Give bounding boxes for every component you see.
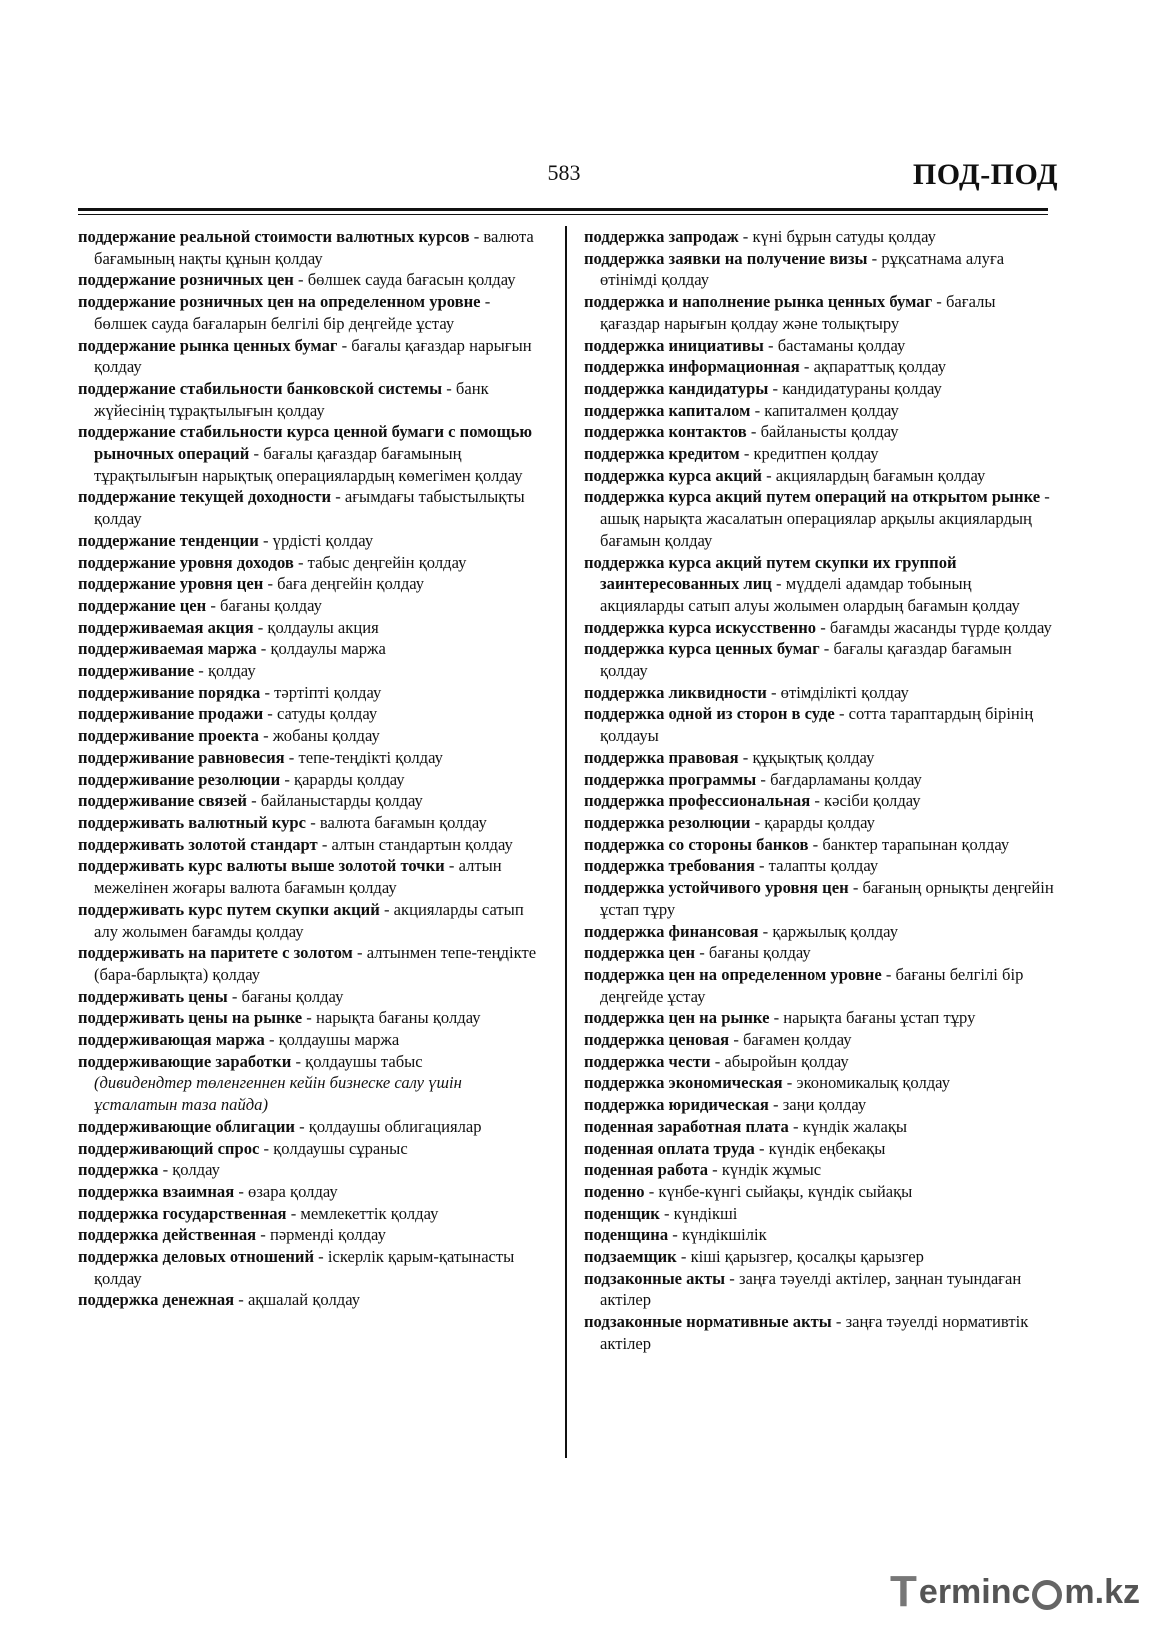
watermark-t: T	[890, 1567, 917, 1616]
dictionary-entry	[584, 834, 1054, 856]
entry-term: подзаконные акты	[584, 1268, 726, 1288]
dictionary-entry	[584, 1181, 1054, 1203]
dictionary-entry	[584, 1007, 1054, 1029]
dictionary-entry	[78, 660, 546, 682]
entry-term: поддержание реальной стоимости валютных курсов	[78, 227, 470, 246]
dictionary-entry	[584, 465, 1054, 487]
entry-definition: - тәртіпті қолдау	[264, 682, 382, 702]
entry-term: поддержание тенденции	[78, 530, 259, 550]
entry-term: поддержка ликвидности	[584, 682, 767, 702]
entry-note: (дивидендтер төленгеннен кейін бизнеске салу үшін ұсталатын таза пайда)	[94, 1073, 462, 1115]
entry-term: поддержка курса ценных бумаг	[584, 639, 820, 659]
entry-definition: - талапты қолдау	[758, 856, 879, 876]
entry-term: поддержание уровня цен	[78, 574, 264, 594]
entry-term: поддерживающая маржа	[78, 1030, 265, 1050]
entry-definition: - алтынмен тепе-теңдікте (бара-барлықта) қолдау	[94, 943, 537, 984]
entry-definition: - капиталмен қолдау	[754, 400, 899, 420]
entry-term: поддержка взаимная	[78, 1181, 235, 1201]
entry-definition: - өзара қолдау	[238, 1181, 338, 1201]
entry-definition: - қолдау	[198, 661, 256, 681]
dictionary-entry	[78, 1224, 546, 1246]
dictionary-entry	[584, 1072, 1054, 1094]
right-column	[584, 226, 1054, 1355]
entry-term: поддержание розничных цен на определенном уровне	[78, 292, 481, 312]
entry-term: поддержка юридическая	[584, 1095, 769, 1115]
entry-term: поддержка государственная	[78, 1203, 287, 1223]
entry-term: поддержание стабильности курса ценной бумаги с помощью рыночных операций	[78, 422, 533, 464]
entry-definition: - кредитпен қолдау	[743, 444, 879, 464]
dictionary-entry	[78, 378, 546, 421]
entry-definition: - қолдаушы табыс	[295, 1051, 423, 1071]
entry-definition: - байланыстарды қолдау	[251, 791, 423, 811]
dictionary-entry	[78, 226, 546, 269]
entry-term: поденщина	[584, 1225, 669, 1245]
entry-definition: - іскерлік қарым-қатынасты қолдау	[94, 1247, 515, 1288]
dictionary-entry	[78, 1116, 546, 1138]
dictionary-entry	[584, 942, 1054, 964]
entry-definition: - күндік жалақы	[793, 1116, 908, 1136]
entry-term: поддержка деловых отношений	[78, 1247, 315, 1267]
entry-definition: - бағамен қолдау	[733, 1030, 852, 1050]
entry-term: поддержание рынка ценных бумаг	[78, 335, 338, 355]
entry-definition: - бағалы қағаздар бағамының тұрақтылығын нарықтық операциялардың көмегімен қолдау	[94, 444, 523, 485]
dictionary-entry	[584, 1203, 1054, 1225]
entry-term: поддержка курса акций	[584, 465, 762, 485]
dictionary-entry	[584, 1311, 1054, 1354]
dictionary-entry	[584, 552, 1054, 617]
dictionary-entry	[78, 1203, 546, 1225]
entry-definition: - қолдаулы маржа	[260, 639, 386, 659]
entry-term: поддержка кандидатуры	[584, 378, 769, 398]
entry-definition: - экономикалық қолдау	[786, 1073, 950, 1093]
entry-definition: - ақшалай қолдау	[238, 1290, 361, 1310]
entry-definition: - сотта тараптардың бірінің қолдауы	[600, 704, 1034, 746]
entry-term: поддерживание резолюции	[78, 769, 281, 789]
entry-term: поддерживание продажи	[78, 704, 264, 724]
entry-term: поддержка курса акций путем скупки их группой заинтересованных лиц	[584, 552, 957, 594]
entry-term: поденщик	[584, 1203, 660, 1223]
entry-definition: - ашық нарықта жасалатын операциялар арқылы акциялардың бағамын қолдау	[600, 487, 1050, 550]
entry-definition: - өтімділікті қолдау	[771, 682, 909, 702]
entry-definition: - бағаны қолдау	[231, 986, 344, 1006]
dictionary-entry	[78, 899, 546, 942]
entry-term: поддержка контактов	[584, 422, 747, 442]
entry-definition: - бағаны қолдау	[699, 943, 811, 963]
entry-definition: - баға деңгейін қолдау	[267, 574, 425, 594]
entry-definition: - күндік еңбекақы	[758, 1138, 886, 1158]
dictionary-entry	[78, 1051, 546, 1116]
dictionary-entry	[584, 682, 1054, 704]
entry-term: поддержка чести	[584, 1051, 711, 1071]
entry-definition: - валюта бағамының нақты құнын қолдау	[94, 227, 534, 268]
entry-term: поддержка требования	[584, 856, 755, 876]
entry-definition: - банк жүйесінің тұрақтылығын қолдау	[94, 378, 489, 420]
dictionary-entry	[584, 378, 1054, 400]
entry-definition: - мүдделі адамдар тобының акцияларды сатып алуы жолымен олардың бағамын қолдау	[600, 574, 1020, 615]
entry-term: поддержка со стороны банков	[584, 834, 809, 854]
entry-term: поденная работа	[584, 1160, 709, 1180]
entry-term: поддерживание	[78, 661, 195, 681]
entry-definition: - ағымдағы табыстылықты қолдау	[94, 487, 525, 529]
entry-term: поддержание текущей доходности	[78, 487, 332, 507]
page-header-title: ПОД-ПОД	[912, 158, 1058, 191]
entry-term: поддержка запродаж	[584, 227, 739, 246]
entry-definition: - нарықта бағаны қолдау	[306, 1008, 481, 1028]
dictionary-entry	[584, 812, 1054, 834]
dictionary-entry	[584, 335, 1054, 357]
dictionary-entry	[584, 617, 1054, 639]
terminkom-watermark-logo	[890, 1567, 1140, 1617]
header-rule-thick	[78, 208, 1048, 211]
entry-definition: - пәрменді қолдау	[260, 1225, 386, 1245]
column-divider	[565, 226, 567, 1458]
dictionary-entry	[78, 573, 546, 595]
entry-term: поддержка правовая	[584, 747, 739, 767]
entry-term: поддерживать курс валюты выше золотой точки	[78, 856, 445, 876]
entry-term: поденно	[584, 1181, 645, 1201]
entry-term: поддержание стабильности банковской системы	[78, 378, 443, 398]
page-number: 583	[547, 160, 581, 185]
entry-definition: - бастаманы қолдау	[768, 335, 906, 355]
dictionary-entry	[78, 595, 546, 617]
entry-term: поддержка одной из сторон в суде	[584, 704, 835, 724]
entry-term: поддержка и наполнение рынка ценных бумаг	[584, 292, 933, 312]
entry-term: поддержка резолюции	[584, 812, 751, 832]
entry-definition: - банктер тарапынан қолдау	[812, 834, 1010, 854]
entry-definition: - күндік жұмыс	[712, 1160, 822, 1180]
dictionary-entry	[78, 335, 546, 378]
entry-term: поддерживаемая акция	[78, 617, 254, 637]
dictionary-entry	[584, 638, 1054, 681]
entry-definition: - мемлекеттік қолдау	[290, 1203, 439, 1223]
entry-term: поддержание розничных цен	[78, 270, 294, 290]
dictionary-entry	[78, 769, 546, 791]
entry-term: поддержание уровня доходов	[78, 552, 294, 572]
dictionary-entry	[584, 1246, 1054, 1268]
watermark-text-1: erminc	[918, 1572, 1031, 1611]
entry-definition: - заңға тәуелді нормативтік актілер	[600, 1312, 1029, 1353]
dictionary-entry	[584, 400, 1054, 422]
entry-definition: - жобаны қолдау	[263, 726, 380, 746]
entry-definition: - қолдаушы маржа	[268, 1030, 400, 1050]
dictionary-entry	[78, 291, 546, 334]
entry-definition: - қолдау	[162, 1160, 220, 1180]
dictionary-entry	[78, 1289, 546, 1311]
entry-definition: - үрдісті қолдау	[262, 530, 374, 550]
entry-term: поддержка заявки на получение визы	[584, 248, 868, 268]
dictionary-entry	[78, 855, 546, 898]
dictionary-entry	[584, 1094, 1054, 1116]
entry-term: поддерживающие заработки	[78, 1051, 292, 1071]
dictionary-entry	[584, 790, 1054, 812]
dictionary-entry	[584, 443, 1054, 465]
entry-term: подзаконные нормативные акты	[584, 1312, 832, 1332]
dictionary-entry	[584, 769, 1054, 791]
entry-term: поддержка	[78, 1160, 159, 1180]
entry-definition: - бағамды жасанды түрде қолдау	[820, 617, 1052, 637]
dictionary-entry	[78, 269, 546, 291]
dictionary-entry	[584, 1116, 1054, 1138]
dictionary-entry	[78, 1029, 546, 1051]
entry-term: поддерживающий спрос	[78, 1138, 260, 1158]
entry-definition: - алтын стандартын қолдау	[321, 834, 513, 854]
dictionary-entry	[78, 638, 546, 660]
entry-definition: - кіші қарызгер, қосалқы қарызгер	[680, 1247, 924, 1267]
entry-definition: - байланысты қолдау	[750, 422, 899, 442]
dictionary-entry	[78, 1246, 546, 1289]
dictionary-entry	[78, 421, 546, 486]
dictionary-entry	[584, 248, 1054, 291]
dictionary-entry	[78, 790, 546, 812]
entry-definition: - тепе-теңдікті қолдау	[288, 747, 443, 767]
left-column	[78, 226, 546, 1311]
entry-term: поддержка устойчивого уровня цен	[584, 878, 849, 898]
dictionary-entry	[78, 552, 546, 574]
entry-term: поддержка финансовая	[584, 921, 759, 941]
entry-definition: - күндікші	[664, 1203, 738, 1223]
dictionary-entry	[584, 964, 1054, 1007]
entry-term: поддерживание связей	[78, 791, 247, 811]
entry-term: поддерживаемая маржа	[78, 639, 257, 659]
entry-definition: - қолдаулы акция	[257, 617, 379, 637]
dictionary-entry	[78, 1181, 546, 1203]
entry-term: подзаемщик	[584, 1247, 677, 1267]
entry-definition: - бағаны белгілі бір деңгейде ұстау	[600, 964, 1024, 1006]
dictionary-entry	[584, 1268, 1054, 1311]
entry-term: поддержание цен	[78, 595, 207, 615]
dictionary-entry	[78, 486, 546, 529]
entry-term: поддерживающие облигации	[78, 1116, 295, 1136]
dictionary-entry	[584, 291, 1054, 334]
entry-definition: - валюта бағамын қолдау	[310, 812, 487, 832]
entry-definition: - рұқсатнама алуға өтінімді қолдау	[600, 248, 1005, 290]
header-rule-thin	[78, 214, 1048, 215]
dictionary-entry	[78, 986, 546, 1008]
entry-term: поддержка инициативы	[584, 335, 764, 355]
entry-term: поденная заработная плата	[584, 1116, 789, 1136]
dictionary-entry	[584, 921, 1054, 943]
entry-term: поддерживать валютный курс	[78, 812, 307, 832]
dictionary-entry	[78, 747, 546, 769]
dictionary-entry	[584, 486, 1054, 551]
entry-definition: - кандидатураны қолдау	[772, 378, 942, 398]
entry-definition: - сатуды қолдау	[267, 704, 378, 724]
entry-definition: - күні бұрын сатуды қолдау	[742, 227, 936, 246]
dictionary-entry	[78, 1138, 546, 1160]
entry-definition: - бағдарламаны қолдау	[760, 769, 922, 789]
dictionary-entry	[584, 1224, 1054, 1246]
entry-definition: - ақпараттық қолдау	[803, 357, 947, 377]
entry-term: поддержка информационная	[584, 357, 800, 377]
dictionary-entry	[584, 877, 1054, 920]
dictionary-entry	[78, 942, 546, 985]
entry-term: поддерживать на паритете с золотом	[78, 943, 353, 963]
entry-term: поддержка профессиональная	[584, 791, 811, 811]
entry-definition: - акцияларды сатып алу жолымен бағамды қолдау	[94, 899, 524, 941]
entry-term: поддерживание проекта	[78, 726, 259, 746]
entry-definition: - заңға тәуелді актілер, заңнан туындаған актілер	[600, 1268, 1022, 1310]
entry-definition: - қолдаушы сұраныс	[263, 1138, 408, 1158]
watermark-text-2: m.kz	[1064, 1572, 1140, 1611]
dictionary-entry	[584, 855, 1054, 877]
dictionary-entry	[584, 1029, 1054, 1051]
dictionary-entry	[584, 703, 1054, 746]
entry-term: поддерживание равновесия	[78, 747, 285, 767]
entry-term: поддерживать золотой стандарт	[78, 834, 318, 854]
entry-term: поддержка цен на рынке	[584, 1008, 770, 1028]
entry-definition: - заңи қолдау	[773, 1095, 867, 1115]
dictionary-entry	[584, 1051, 1054, 1073]
entry-definition: - бағаның орнықты деңгейін ұстап тұру	[600, 878, 1054, 919]
entry-definition: - қарарды қолдау	[284, 769, 405, 789]
entry-term: поддержка цен	[584, 943, 696, 963]
entry-definition: - бөлшек сауда бағаларын белгілі бір деңгейде ұстау	[94, 292, 491, 333]
dictionary-entry	[584, 1138, 1054, 1160]
dictionary-entry	[584, 747, 1054, 769]
entry-term: поддержка цен на определенном уровне	[584, 964, 882, 984]
entry-definition: - құқықтық қолдау	[742, 747, 875, 767]
entry-definition: - бағалы қағаздар нарығын қолдау және толықтыру	[600, 292, 996, 333]
entry-definition: - күндікшілік	[672, 1225, 767, 1245]
entry-definition: - қолдаушы облигациялар	[299, 1116, 482, 1136]
dictionary-entry	[78, 530, 546, 552]
entry-definition: - бағалы қағаздар бағамын қолдау	[600, 639, 1012, 681]
entry-term: поденная оплата труда	[584, 1138, 755, 1158]
dictionary-entry	[78, 703, 546, 725]
entry-term: поддержка программы	[584, 769, 757, 789]
entry-definition: - бағаны қолдау	[210, 595, 322, 615]
entry-term: поддерживание порядка	[78, 682, 261, 702]
entry-definition: - акциялардың бағамын қолдау	[766, 465, 986, 485]
circle-o-icon	[1032, 1580, 1062, 1610]
entry-term: поддержка действенная	[78, 1225, 257, 1245]
dictionary-entry	[78, 812, 546, 834]
entry-definition: - бағалы қағаздар нарығын қолдау	[94, 335, 532, 377]
dictionary-entry	[78, 1007, 546, 1029]
dictionary-entry	[78, 1159, 546, 1181]
entry-definition: - табыс деңгейін қолдау	[297, 552, 467, 572]
entry-definition: - күнбе-күнгі сыйақы, күндік сыйақы	[648, 1181, 913, 1201]
dictionary-entry	[78, 617, 546, 639]
entry-term: поддержка курса акций путем операций на открытом рынке	[584, 487, 1041, 507]
entry-definition: - қаржылық қолдау	[762, 921, 898, 941]
dictionary-entry	[78, 725, 546, 747]
dictionary-entry	[584, 421, 1054, 443]
entry-definition: - нарықта бағаны ұстап тұру	[773, 1008, 976, 1028]
entry-term: поддержка экономическая	[584, 1073, 783, 1093]
entry-term: поддержка ценовая	[584, 1030, 730, 1050]
dictionary-entry	[584, 356, 1054, 378]
entry-definition: - алтын межелінен жоғары валюта бағамын қолдау	[94, 856, 502, 898]
entry-term: поддержка курса искусственно	[584, 617, 817, 637]
dictionary-entry	[78, 682, 546, 704]
entry-term: поддержка кредитом	[584, 444, 740, 464]
entry-definition: - бөлшек сауда бағасын қолдау	[298, 270, 516, 290]
dictionary-entry	[78, 834, 546, 856]
entry-definition: - қарарды қолдау	[754, 812, 875, 832]
entry-term: поддерживать цены	[78, 986, 228, 1006]
entry-definition: - кәсіби қолдау	[814, 791, 921, 811]
entry-term: поддерживать цены на рынке	[78, 1008, 303, 1028]
entry-term: поддержка капиталом	[584, 400, 751, 420]
dictionary-entry	[584, 1159, 1054, 1181]
entry-term: поддерживать курс путем скупки акций	[78, 899, 380, 919]
dictionary-entry	[584, 226, 1054, 248]
entry-definition: - абыройын қолдау	[714, 1051, 849, 1071]
entry-term: поддержка денежная	[78, 1290, 235, 1310]
